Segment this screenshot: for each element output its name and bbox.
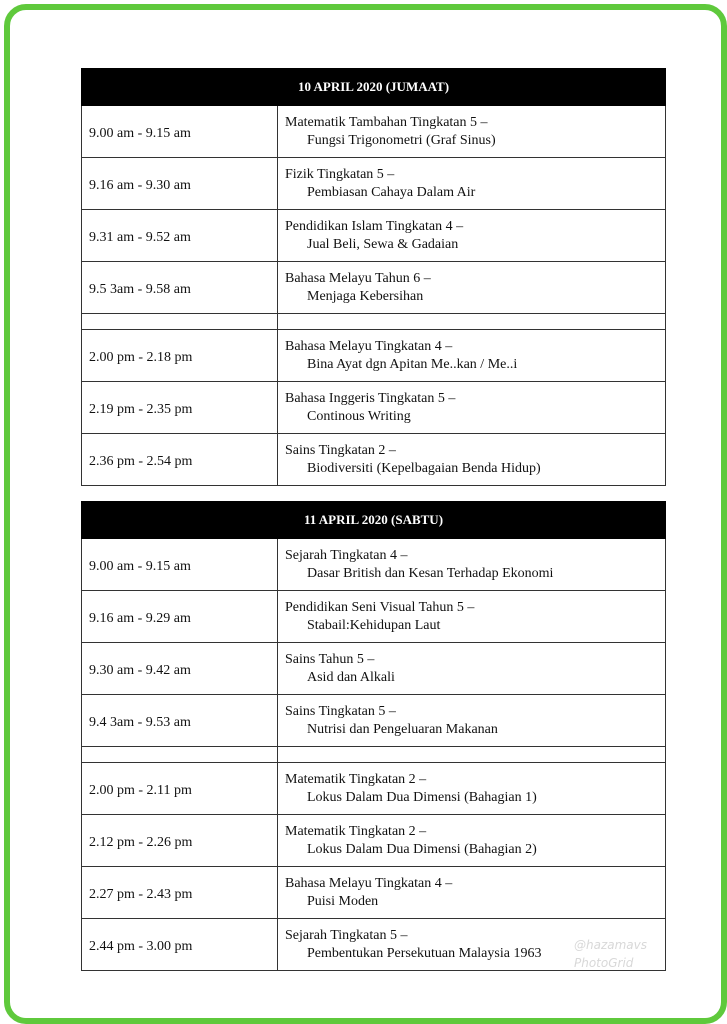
subject-topic: Dasar British dan Kesan Terhadap Ekonomi [307, 565, 554, 581]
schedule-table-10-april [81, 68, 666, 486]
subject-title: Matematik Tambahan Tingkatan 5 – [285, 114, 488, 130]
subject-cell [278, 539, 666, 591]
break-cell-time [82, 747, 278, 763]
time-slot: 9.16 am - 9.30 am [82, 158, 278, 210]
subject-title: Bahasa Melayu Tahun 6 – [285, 270, 431, 286]
subject-topic: Nutrisi dan Pengeluaran Makanan [307, 721, 498, 737]
break-row [82, 314, 666, 330]
subject-title: Matematik Tingkatan 2 – [285, 771, 427, 787]
subject-cell [278, 591, 666, 643]
subject-cell [278, 330, 666, 382]
subject-topic: Lokus Dalam Dua Dimensi (Bahagian 1) [307, 789, 537, 805]
time-slot: 9.16 am - 9.29 am [82, 591, 278, 643]
table-row [82, 539, 666, 591]
subject-title: Pendidikan Islam Tingkatan 4 – [285, 218, 464, 234]
time-slot: 2.12 pm - 2.26 pm [82, 815, 278, 867]
schedule-date-header: 11 APRIL 2020 (SABTU) [82, 502, 666, 539]
subject-title: Sejarah Tingkatan 5 – [285, 927, 408, 943]
time-slot: 9.30 am - 9.42 am [82, 643, 278, 695]
subject-cell [278, 867, 666, 919]
subject-cell [278, 210, 666, 262]
time-slot: 2.00 pm - 2.18 pm [82, 330, 278, 382]
table-row [82, 330, 666, 382]
time-slot: 2.00 pm - 2.11 pm [82, 763, 278, 815]
break-cell-subject [278, 314, 666, 330]
subject-topic: Asid dan Alkali [307, 669, 395, 685]
subject-title: Bahasa Melayu Tingkatan 4 – [285, 875, 453, 891]
subject-title: Bahasa Inggeris Tingkatan 5 – [285, 390, 456, 406]
table-row [82, 210, 666, 262]
subject-cell [278, 815, 666, 867]
break-cell-time [82, 314, 278, 330]
subject-cell [278, 382, 666, 434]
subject-cell [278, 106, 666, 158]
subject-title: Bahasa Melayu Tingkatan 4 – [285, 338, 453, 354]
time-slot: 2.44 pm - 3.00 pm [82, 919, 278, 971]
table-row [82, 106, 666, 158]
time-slot: 9.00 am - 9.15 am [82, 539, 278, 591]
subject-cell [278, 643, 666, 695]
subject-topic: Jual Beli, Sewa & Gadaian [307, 236, 459, 252]
time-slot: 2.27 pm - 2.43 pm [82, 867, 278, 919]
break-row [82, 747, 666, 763]
schedule-table-11-april [81, 501, 666, 971]
subject-title: Sejarah Tingkatan 4 – [285, 547, 408, 563]
time-slot: 9.00 am - 9.15 am [82, 106, 278, 158]
subject-topic: Stabail:Kehidupan Laut [307, 617, 441, 633]
subject-cell [278, 695, 666, 747]
table-row [82, 763, 666, 815]
subject-cell [278, 262, 666, 314]
subject-topic: Puisi Moden [307, 893, 379, 909]
subject-topic: Continous Writing [307, 408, 411, 424]
subject-title: Sains Tahun 5 – [285, 651, 375, 667]
table-row [82, 434, 666, 486]
subject-title: Sains Tingkatan 5 – [285, 703, 396, 719]
subject-topic: Lokus Dalam Dua Dimensi (Bahagian 2) [307, 841, 537, 857]
subject-topic: Menjaga Kebersihan [307, 288, 424, 304]
subject-cell [278, 434, 666, 486]
subject-cell [278, 763, 666, 815]
time-slot: 2.36 pm - 2.54 pm [82, 434, 278, 486]
subject-title: Matematik Tingkatan 2 – [285, 823, 427, 839]
table-row [82, 695, 666, 747]
subject-topic: Pembentukan Persekutuan Malaysia 1963 [307, 945, 542, 961]
subject-title: Sains Tingkatan 2 – [285, 442, 396, 458]
subject-topic: Bina Ayat dgn Apitan Me..kan / Me..i [307, 356, 518, 372]
break-cell-subject [278, 747, 666, 763]
photogrid-watermark [574, 936, 647, 972]
time-slot: 9.4 3am - 9.53 am [82, 695, 278, 747]
watermark-brand: PhotoGrid [574, 956, 634, 970]
table-row [82, 591, 666, 643]
subject-topic: Biodiversiti (Kepelbagaian Benda Hidup) [307, 460, 541, 476]
time-slot: 9.5 3am - 9.58 am [82, 262, 278, 314]
table-row [82, 867, 666, 919]
table-row [82, 262, 666, 314]
subject-title: Fizik Tingkatan 5 – [285, 166, 395, 182]
subject-cell [278, 158, 666, 210]
table-row [82, 158, 666, 210]
table-row [82, 382, 666, 434]
watermark-handle: @hazamavs [574, 938, 648, 952]
subject-topic: Pembiasan Cahaya Dalam Air [307, 184, 476, 200]
subject-topic: Fungsi Trigonometri (Graf Sinus) [307, 132, 496, 148]
table-row [82, 643, 666, 695]
subject-title: Pendidikan Seni Visual Tahun 5 – [285, 599, 475, 615]
table-row [82, 815, 666, 867]
schedule-date-header: 10 APRIL 2020 (JUMAAT) [82, 69, 666, 106]
time-slot: 9.31 am - 9.52 am [82, 210, 278, 262]
time-slot: 2.19 pm - 2.35 pm [82, 382, 278, 434]
